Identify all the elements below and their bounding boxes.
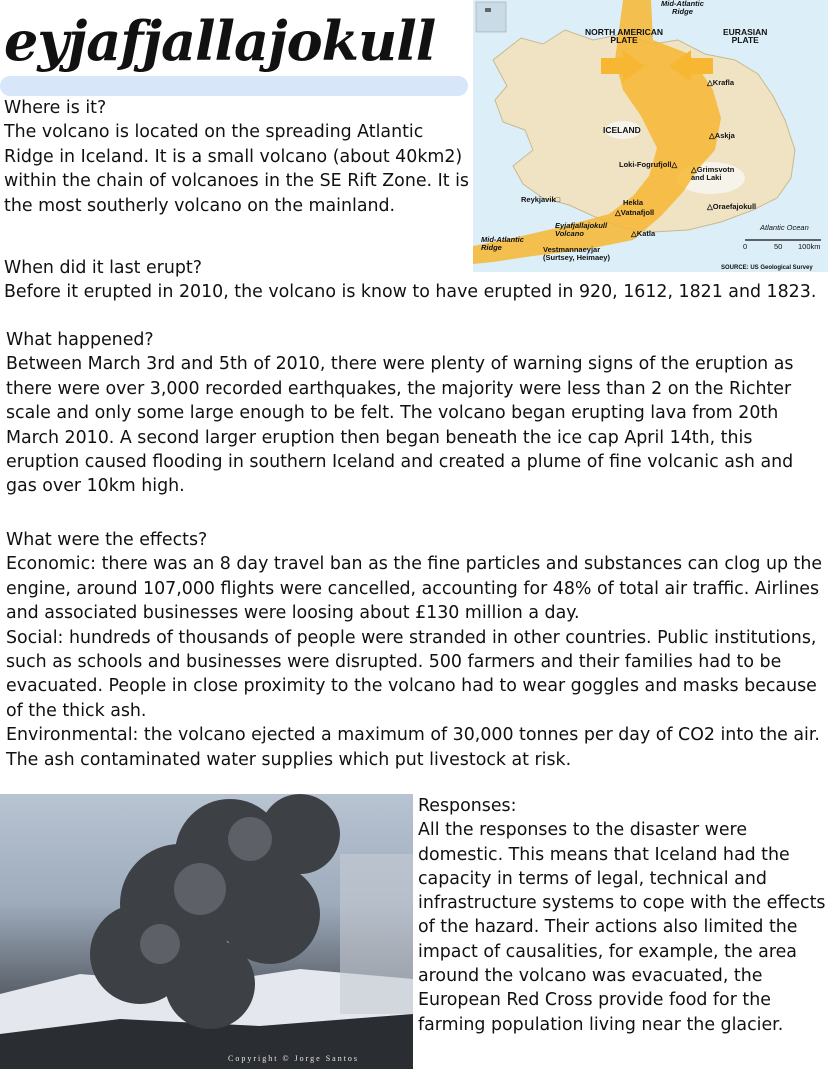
map-label-mid-atlantic-ridge-top: Mid-Atlantic Ridge bbox=[661, 0, 704, 16]
map-label-north-american-plate: NORTH AMERICAN PLATE bbox=[585, 27, 664, 45]
responses-body: All the responses to the disaster were domestic. This means that Iceland had the capacity in terms of legal, technical and infrastructure systems to cope with the effects of the hazard. Their actions also limited the impact of causalities, for example, the area around the volcano was evacuated, the European Red Cross provide food for the farming population living near the glacier. bbox=[418, 820, 826, 1035]
scale-label-0: 0 bbox=[743, 242, 748, 251]
map-label-grimsvotn: △Grimsvotn and Laki bbox=[691, 165, 735, 182]
effects-environmental: Environmental: the volcano ejected a maximum of 30,000 tonnes per day of CO2 into the air. The ash contaminated water supplies which put livestock at risk. bbox=[6, 725, 820, 770]
map-label-askja: △Askja bbox=[709, 131, 735, 140]
effects-economic: Economic: there was an 8 day travel ban as the fine particles and substances can clog up the engine, around 107,000 flights were cancelled, accounting for 48% of total air traffic. Airlines and associated businesses were loosing about £130 million a day. bbox=[6, 554, 823, 624]
effects-heading: What were the effects? bbox=[6, 530, 208, 550]
where-heading: Where is it? bbox=[4, 98, 107, 118]
effects-social: Social: hundreds of thousands of people were stranded in other countries. Public institutions, such as schools and businesses were disrupted. 500 farmers and their families had to be evacuated. People in close proximity to the volcano had to wear goggles and masks because of the thick ash. bbox=[6, 627, 817, 721]
map-label-eurasian-plate: EURASIAN PLATE bbox=[723, 27, 768, 45]
eruption-photo bbox=[0, 794, 413, 1069]
what-heading: What happened? bbox=[6, 330, 154, 350]
locator-inset bbox=[476, 2, 506, 32]
map-label-loki: Loki-Fogrufjoll△ bbox=[619, 160, 678, 169]
map-label-vatnafjoll: △Vatnafjoll bbox=[615, 208, 655, 217]
map-label-mid-atlantic-ridge-bottom: Mid-Atlantic Ridge bbox=[481, 235, 524, 252]
scale-label-100: 100km bbox=[798, 242, 821, 251]
map-label-krafla: △Krafla bbox=[707, 78, 735, 87]
photo-copyright: Copyright © Jorge Santos bbox=[228, 1054, 360, 1063]
where-section bbox=[4, 96, 469, 218]
responses-section bbox=[418, 794, 826, 1037]
map-label-iceland: ICELAND bbox=[603, 125, 641, 135]
map-label-reykjavik: Reykjavik□ bbox=[521, 195, 561, 204]
title-highlight bbox=[0, 76, 468, 96]
map-label-katla: △Katla bbox=[631, 229, 656, 238]
steam-plume bbox=[340, 854, 413, 1014]
responses-heading: Responses: bbox=[418, 796, 517, 816]
when-heading: When did it last erupt? bbox=[4, 258, 202, 278]
scale-label-50: 50 bbox=[774, 242, 783, 251]
what-body: Between March 3rd and 5th of 2010, there were plenty of warning signs of the eruption as there were over 3,000 recorded earthquakes, the majority were less than 2 on the Richter scale and only some large enough to be felt. The volcano began erupting lava from 20th March 2010. A second larger eruption then began beneath the ice cap April 14th, this eruption caused flooding in southern Iceland and created a plume of fine volcanic ash and gas over 10km high. bbox=[6, 354, 794, 497]
map-label-eyjafjallajokull: Eyjafjallajokull Volcano bbox=[555, 221, 608, 238]
where-body: The volcano is located on the spreading Atlantic Ridge in Iceland. It is a small volcano (about 40km2) within the chain of volcanoes in the SE Rift Zone. It is the most southerly volcano on the mainland. bbox=[4, 122, 469, 216]
map-label-hekla: Hekla bbox=[623, 198, 644, 207]
ash-plume-graphic bbox=[0, 794, 413, 1069]
map-label-oraefajokull: △Oraefajokull bbox=[707, 202, 757, 211]
when-section bbox=[4, 256, 824, 305]
map-label-atlantic-ocean: Atlantic Ocean bbox=[760, 223, 809, 232]
map-label-vestmannaeyjar: Vestmannaeyjar (Surtsey, Heimaey) bbox=[543, 245, 610, 262]
map-source: SOURCE: US Geological Survey bbox=[721, 265, 813, 271]
page-title: eyjafjallajokull bbox=[4, 9, 436, 73]
when-body: Before it erupted in 2010, the volcano is know to have erupted in 920, 1612, 1821 and 1823. bbox=[4, 282, 817, 303]
effects-section bbox=[6, 528, 824, 772]
what-section bbox=[6, 328, 824, 499]
iceland-map bbox=[473, 0, 828, 272]
